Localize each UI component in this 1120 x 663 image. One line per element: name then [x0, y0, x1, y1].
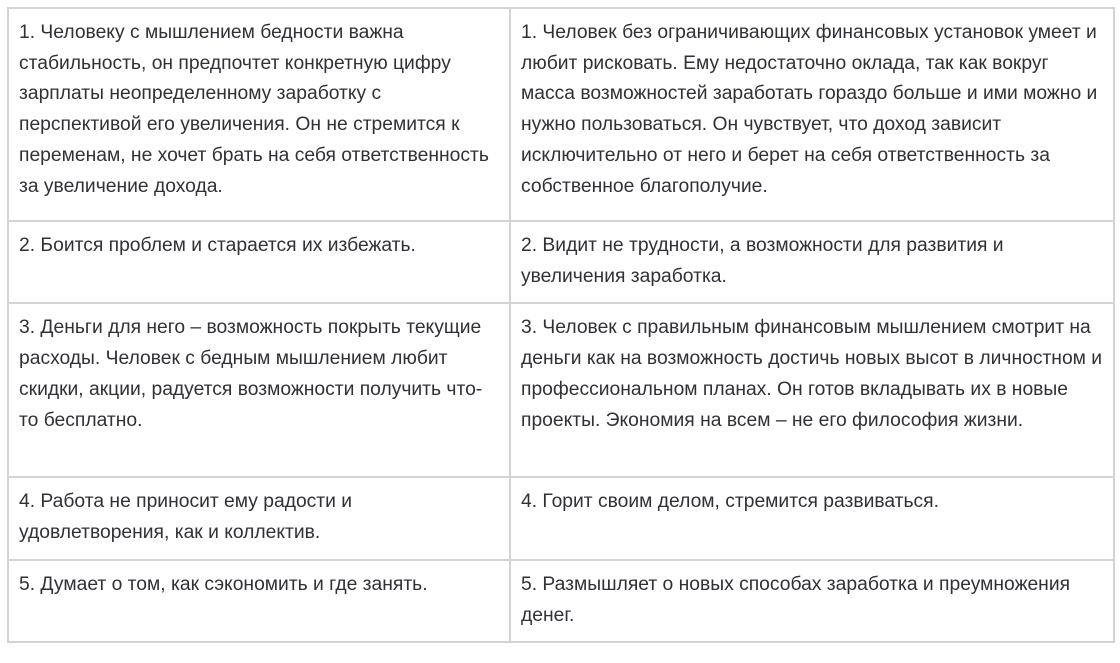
table-cell-left: 4. Работа не приносит ему радости и удовлетворения, как и коллектив. [8, 477, 510, 559]
table-row [8, 8, 1114, 221]
table-cell-right: 3. Человек с правильным финансовым мышлением смотрит на деньги как на возможность достичь новых высот в личностном и профессиональном планах. Он готов вкладывать их в новые проекты. Экономия на всем – не его философия жизни. [510, 303, 1114, 477]
table-cell-left: 2. Боится проблем и старается их избежать. [8, 221, 510, 303]
table-cell-right: 4. Горит своим делом, стремится развиваться. [510, 477, 1114, 559]
table-cell-left: 5. Думает о том, как сэкономить и где занять. [8, 560, 510, 642]
table-cell-left: 3. Деньги для него – возможность покрыть текущие расходы. Человек с бедным мышлением любит скидки, акции, радуется возможности получить что-то бесплатно. [8, 303, 510, 477]
table-row [8, 560, 1114, 642]
table-row [8, 477, 1114, 559]
table-cell-right: 1. Человек без ограничивающих финансовых установок умеет и любит рисковать. Ему недостаточно оклада, так как вокруг масса возможностей заработать гораздо больше и ими можно и нужно пользоваться. Он чувствует, что доход зависит исключительно от него и берет на себя ответственность за собственное благополучие. [510, 8, 1114, 221]
comparison-table [7, 7, 1115, 643]
table-cell-right: 5. Размышляет о новых способах заработка и преумножения денег. [510, 560, 1114, 642]
table-row [8, 303, 1114, 477]
table-row [8, 221, 1114, 303]
table-cell-left: 1. Человеку с мышлением бедности важна стабильность, он предпочтет конкретную цифру зарплаты неопределенному заработку с перспективой его увеличения. Он не стремится к переменам, не хочет брать на себя ответственность за увеличение дохода. [8, 8, 510, 221]
table-cell-right: 2. Видит не трудности, а возможности для развития и увеличения заработка. [510, 221, 1114, 303]
